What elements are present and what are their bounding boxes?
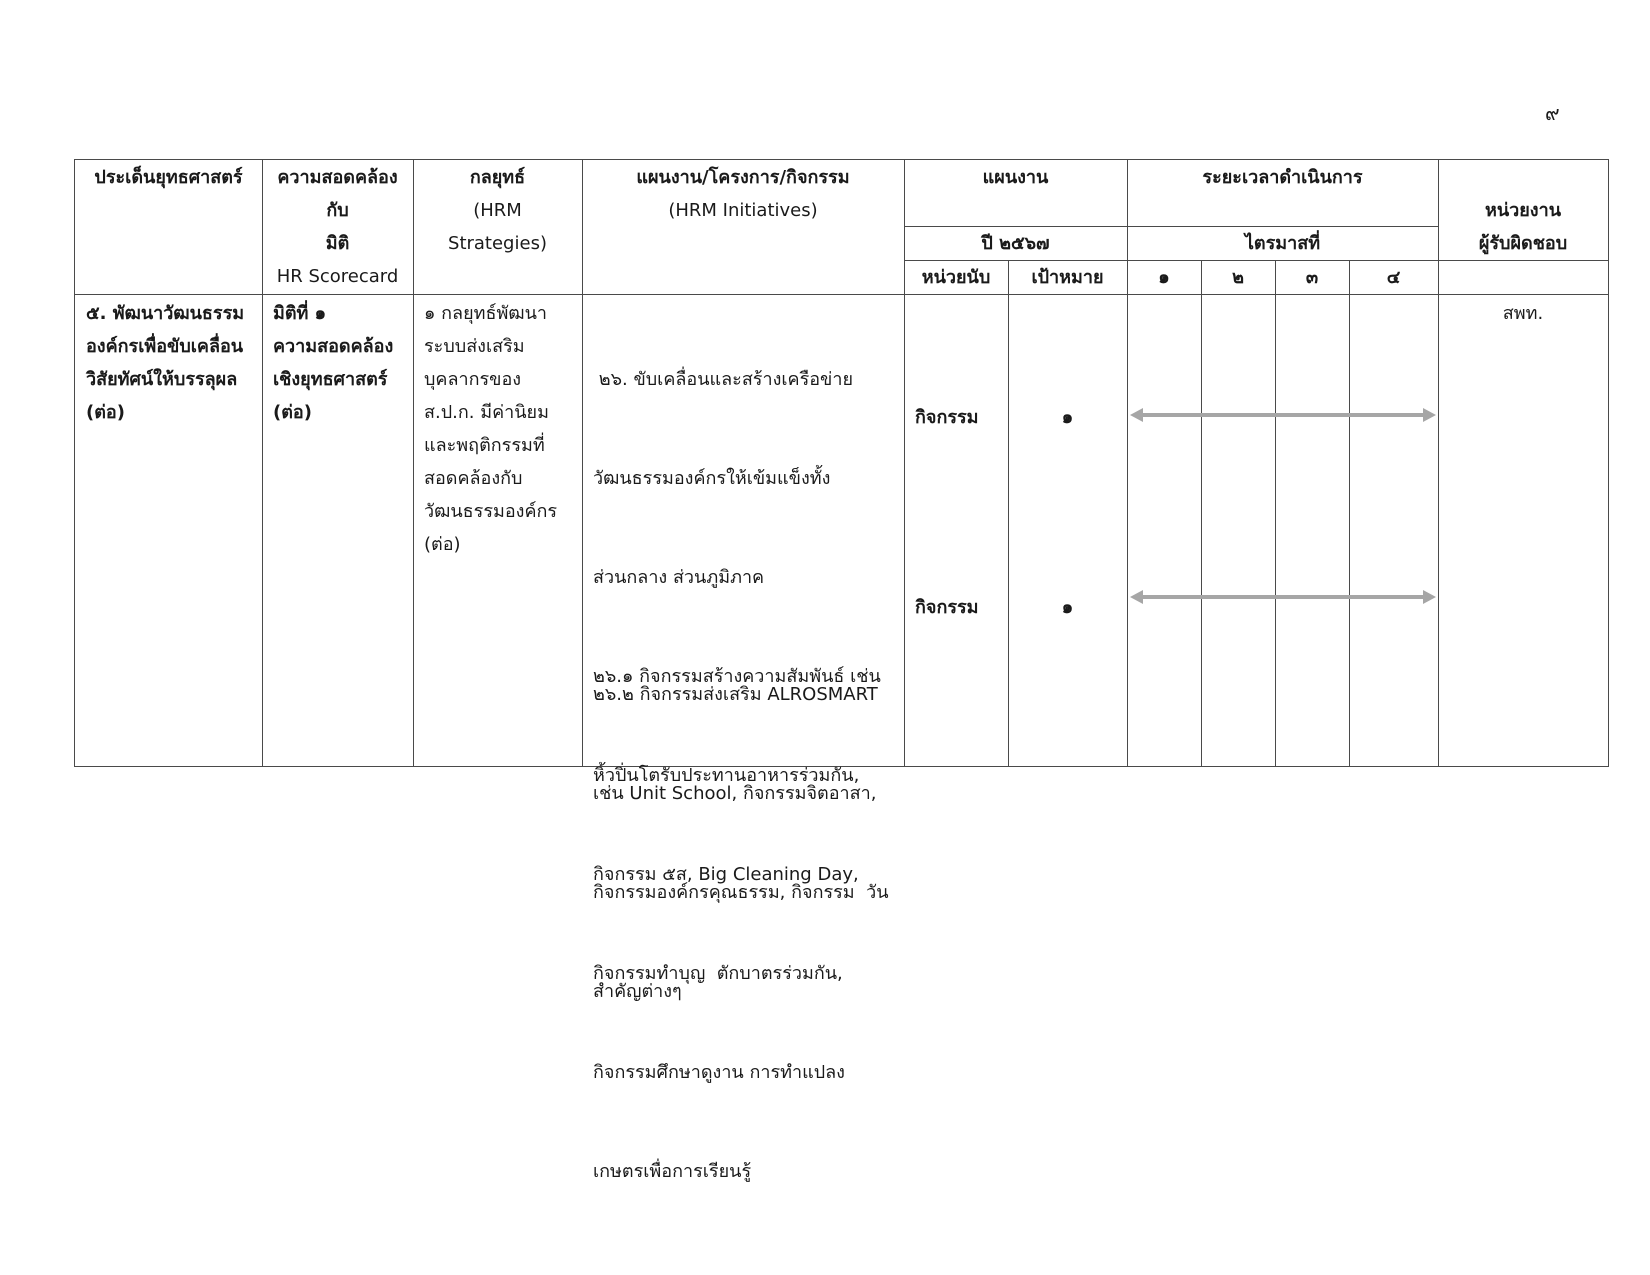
responsible-unit-cell: สพท. xyxy=(1502,303,1544,324)
header-period: ระยะเวลาดำเนินการ xyxy=(1202,167,1363,188)
header-quarter: ไตรมาสที่ xyxy=(1244,233,1321,254)
text-line: (ต่อ) xyxy=(273,402,312,423)
activity-1-target: ๑ xyxy=(1061,407,1074,428)
text-line: สอดคล้องกับ xyxy=(424,468,523,489)
activity-1-timeline-arrow xyxy=(1129,405,1437,425)
header-line: HR Scorecard xyxy=(276,266,399,287)
header-plan: แผนงาน xyxy=(982,167,1049,188)
header-strategic-issue: ประเด็นยุทธศาสตร์ xyxy=(94,167,243,188)
strategic-issue-cell xyxy=(86,297,262,429)
text-line: มิติที่ ๑ xyxy=(273,303,327,324)
header-line: Strategies) xyxy=(448,233,547,254)
header-responsible-unit xyxy=(1438,194,1608,260)
dimension-cell xyxy=(273,297,413,429)
header-hrm-strategies xyxy=(413,161,582,260)
strategy-cell xyxy=(424,297,582,561)
header-year: ปี ๒๕๖๗ xyxy=(981,233,1050,254)
text-line: เช่น Unit School, กิจกรรมจิตอาสา, xyxy=(593,783,877,804)
text-line: ความสอดคล้อง xyxy=(273,336,394,357)
initiative-cell-b xyxy=(593,612,904,1074)
text-line: กิจกรรมศึกษาดูงาน การทำแปลง xyxy=(593,1062,845,1083)
text-line: สำคัญต่างๆ xyxy=(593,981,682,1002)
header-q1: ๑ xyxy=(1158,267,1170,288)
text-line: ๒๖. ขับเคลื่อนและสร้างเครือข่าย xyxy=(593,369,854,390)
header-q3: ๓ xyxy=(1305,267,1319,288)
text-line: วัฒนธรรมองค์กรให้เข้มแข็งทั้ง xyxy=(593,468,831,489)
text-line: วัฒนธรรมองค์กร xyxy=(424,501,558,522)
text-line: เกษตรเพื่อการเรียนรู้ xyxy=(593,1161,752,1182)
text-line: กิจกรรมองค์กรคุณธรรม, กิจกรรม วัน xyxy=(593,882,889,903)
text-line: ๒๖.๒ กิจกรรมส่งเสริม ALROSMART xyxy=(593,684,878,705)
header-line: ผู้รับผิดชอบ xyxy=(1478,233,1568,254)
header-line: (HRM Initiatives) xyxy=(668,200,818,221)
text-line: ระบบส่งเสริม xyxy=(424,336,525,357)
text-line: บุคลากรของ xyxy=(424,369,522,390)
header-line: ความสอดคล้อง xyxy=(277,167,398,188)
text-line: (ต่อ) xyxy=(424,534,461,555)
header-hrm-initiatives xyxy=(582,161,904,227)
activity-1-unit: กิจกรรม xyxy=(915,407,979,428)
text-line: ส.ป.ก. มีค่านิยม xyxy=(424,402,549,423)
text-line: ส่วนกลาง ส่วนภูมิภาค xyxy=(593,567,765,588)
text-line: ๕. พัฒนาวัฒนธรรม xyxy=(86,303,245,324)
text-line: ๑ กลยุทธ์พัฒนา xyxy=(424,303,548,324)
text-line: กิจกรรม ๕ส, Big Cleaning Day, xyxy=(593,864,859,885)
activity-2-unit: กิจกรรม xyxy=(915,597,979,618)
header-q4: ๔ xyxy=(1386,267,1401,288)
activity-2-timeline-arrow xyxy=(1129,587,1437,607)
header-line: แผนงาน/โครงการ/กิจกรรม xyxy=(636,167,850,188)
header-line: กับ xyxy=(326,200,349,221)
text-line: และพฤติกรรมที่ xyxy=(424,435,545,456)
header-q2: ๒ xyxy=(1232,267,1244,288)
text-line: กิจกรรมทำบุญ ตักบาตรร่วมกัน, xyxy=(593,963,843,984)
header-line: (HRM xyxy=(473,200,522,221)
header-hr-scorecard xyxy=(262,161,413,293)
header-target: เป้าหมาย xyxy=(1031,267,1104,288)
text-line: องค์กรเพื่อขับเคลื่อน xyxy=(86,336,244,357)
header-line: หน่วยงาน xyxy=(1484,200,1562,221)
header-line: กลยุทธ์ xyxy=(469,167,526,188)
text-line: (ต่อ) xyxy=(86,402,125,423)
strategy-table xyxy=(74,159,1609,1182)
text-line: วิสัยทัศน์ให้บรรลุผล xyxy=(86,369,238,390)
page-number: ๙ xyxy=(1545,101,1560,125)
text-line: หิ้วปิ่นโตรับประทานอาหารร่วมกัน, xyxy=(593,765,860,786)
text-line: ๒๖.๑ กิจกรรมสร้างความสัมพันธ์ เช่น xyxy=(593,666,881,687)
header-line: มิติ xyxy=(325,233,350,254)
text-line: เชิงยุทธศาสตร์ xyxy=(273,369,388,390)
activity-2-target: ๑ xyxy=(1061,597,1074,618)
header-count-unit: หน่วยนับ xyxy=(921,267,991,288)
